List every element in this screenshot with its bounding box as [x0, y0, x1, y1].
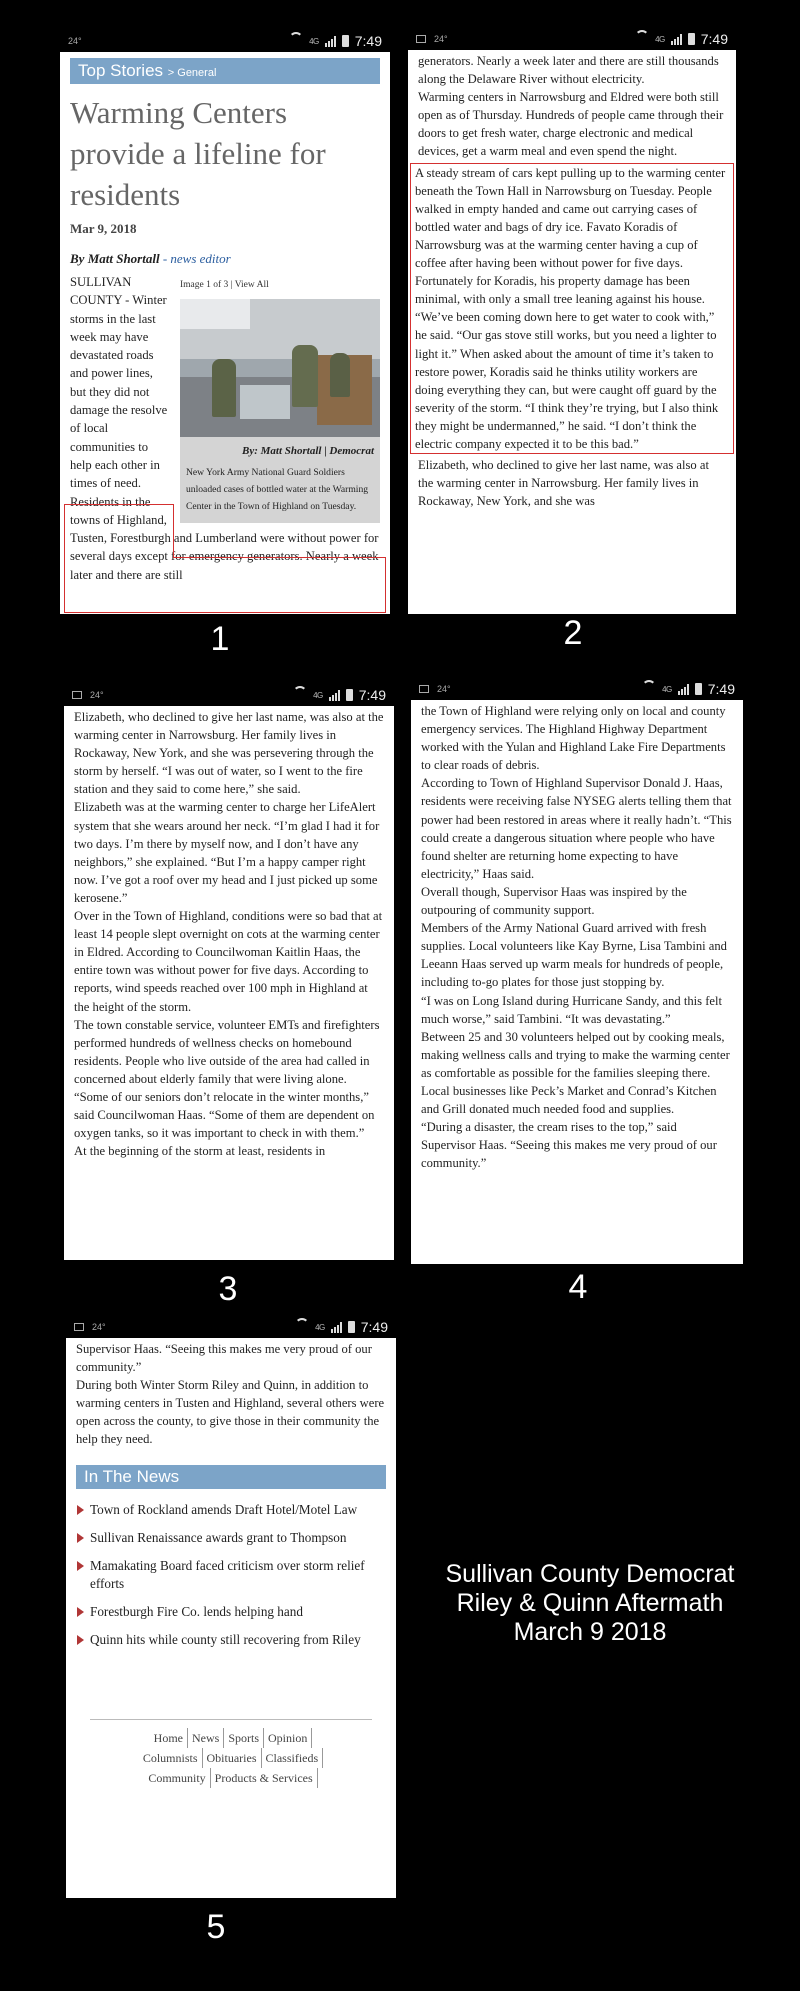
battery-icon [695, 683, 702, 695]
photo-credit: By: Matt Shortall | Democrat [242, 444, 374, 457]
footer-link-news[interactable]: News [188, 1728, 224, 1748]
section-label[interactable]: Top Stories [78, 61, 164, 80]
in-the-news-header: In The News [76, 1465, 386, 1489]
article-date: Mar 9, 2018 [70, 221, 137, 236]
signal-icon [678, 684, 689, 695]
byline-role: - news editor [159, 251, 231, 266]
network-label: 4G [313, 690, 323, 700]
subsection-label[interactable]: > General [167, 67, 217, 79]
section-bar[interactable] [70, 58, 380, 84]
footer-link-home[interactable]: Home [150, 1728, 188, 1748]
screenshot-3 [64, 684, 394, 1260]
paragraph: Members of the Army National Guard arrived with fresh supplies. Local volunteers like Kay Byrne, Lisa Tambini and Leeann Haas served up warm meals for hundreds of people, including to-go plates for those just stopping by. [421, 921, 727, 990]
paragraph: Overall though, Supervisor Haas was inspired by the outpouring of community support. [421, 884, 687, 918]
headline: Warming Centers provide a lifeline for residents [70, 95, 326, 212]
status-bar [408, 28, 736, 50]
network-label: 4G [655, 34, 665, 44]
signal-icon [325, 36, 336, 47]
news-link[interactable]: Mamakating Board faced criticism over storm relief efforts [76, 1557, 386, 1593]
paragraph: “During a disaster, the cream rises to the top,” said Supervisor Haas. “Seeing this makes me very proud of our community.” [421, 1120, 717, 1171]
screenshot-4 [411, 678, 743, 1264]
temp-indicator: 24° [434, 34, 448, 44]
paragraph: Supervisor Haas. “Seeing this makes me very proud of our community.” [76, 1342, 372, 1375]
paragraph: Between 25 and 30 volunteers helped out by cooking meals, making wellness calls and trying to make the warming center as comfortable as possible for the families sleeping there. Local businesses like Peck’s Market and Conrad’s Kitchen and Grill donated much needed food and supplies. [421, 1029, 730, 1117]
network-label: 4G [662, 684, 672, 694]
paragraph: generators. Nearly a week later and there are still thousands along the Delaware River without electricity. [418, 54, 719, 87]
status-bar [411, 678, 743, 700]
temp-indicator: 24° [437, 684, 451, 694]
clock: 7:49 [354, 33, 382, 49]
photo-caption-box [180, 437, 380, 524]
status-bar [64, 684, 394, 706]
footer-link-columnists[interactable]: Columnists [139, 1748, 203, 1768]
label-2: 2 [563, 614, 583, 652]
paragraph: Warming centers in Narrowsburg and Eldred were both still open as of Thursday. Hundreds of people came through their doors to get fresh water, charge electronic and medical devices, get a warm meal and even spend the night. [418, 90, 724, 159]
label-3: 3 [218, 1270, 238, 1308]
clock: 7:49 [360, 1319, 388, 1335]
label-5: 5 [206, 1908, 226, 1946]
news-photo[interactable] [180, 299, 380, 437]
wifi-icon [293, 690, 307, 700]
wifi-icon [635, 34, 649, 44]
image-icon [416, 35, 426, 43]
news-link[interactable]: Forestburgh Fire Co. lends helping hand [76, 1603, 386, 1621]
paragraph: At the beginning of the storm at least, residents in [74, 1144, 326, 1159]
byline [70, 251, 380, 267]
clock: 7:49 [700, 31, 728, 47]
network-label: 4G [315, 1322, 325, 1332]
label-4: 4 [568, 1268, 588, 1306]
label-1: 1 [210, 620, 230, 658]
collage-caption [410, 1560, 770, 1647]
footer-nav [76, 1728, 386, 1788]
image-icon [74, 1323, 84, 1331]
paragraph: During both Winter Storm Riley and Quinn, in addition to warming centers in Tusten and Highland, several others were open across the county, to give those in their community the help they need. [76, 1378, 385, 1447]
gallery-nav[interactable]: Image 1 of 3 | View All [180, 280, 269, 290]
footer-link-sports[interactable]: Sports [224, 1728, 264, 1748]
wifi-icon [295, 1322, 309, 1332]
wifi-icon [289, 36, 303, 46]
highlighted-passage-start: Residents in the towns of Highland, [70, 494, 167, 527]
battery-icon [348, 1321, 355, 1333]
clock: 7:49 [707, 681, 735, 697]
paragraph: Elizabeth, who declined to give her last name, was also at the warming center in Narrowsburg. Her family lives in Rockaway, New York, and she was persevering through the storm by herself. “I was out of water, so I went to the fire station and they said to come here,” she said. [74, 710, 384, 797]
news-link[interactable]: Sullivan Renaissance awards grant to Thompson [76, 1529, 386, 1547]
screenshot-1 [60, 30, 390, 614]
footer-link-obituaries[interactable]: Obituaries [203, 1748, 262, 1768]
image-icon [72, 691, 82, 699]
signal-icon [671, 34, 682, 45]
byline-author[interactable]: By Matt Shortall [70, 251, 160, 266]
image-icon [419, 685, 429, 693]
news-link[interactable]: Town of Rockland amends Draft Hotel/Motel Law [76, 1501, 386, 1519]
status-bar [60, 30, 390, 52]
signal-icon [331, 1322, 342, 1333]
caption-line-3: March 9 2018 [513, 1618, 667, 1646]
battery-icon [688, 33, 695, 45]
footer-link-classifieds[interactable]: Classifieds [262, 1748, 324, 1768]
footer-link-community[interactable]: Community [144, 1768, 210, 1788]
footer-link-opinion[interactable]: Opinion [264, 1728, 312, 1748]
paragraph: Elizabeth was at the warming center to charge her LifeAlert system that she wears around her neck. “I’m glad I had it for two days. I’m there by myself now, and I don’t have any neighbors,” she explained. “But I’m a happy camper right now. I’ve got a roof over my head and I just picked up some kerosene.” [74, 800, 380, 905]
highlighted-passage: Tusten, Forestburgh and Lumberland were without power for several days except for emergency generators. Nearly a week later and there are still [70, 531, 379, 582]
temp-indicator: 24° [68, 36, 82, 46]
news-link[interactable]: Quinn hits while county still recovering from Riley [76, 1631, 386, 1649]
highlighted-passage: A steady stream of cars kept pulling up to the warming center beneath the Town Hall in Narrowsburg on Tuesday. People walked in empty handed and came out carrying cases of bottled water and bags of dry ice. Favato Koradis of Narrowsburg was at the warming center having a cup of coffee after having been without power for five days. Fortunately for Koradis, his property damage has been minimal, with only a small tree leaning against his house. “We’ve been coming down here to get water to cook with,” he said. “Our gas stove still works, but you need a lighter to light it.” When asked about the amount of time it’s taken to restore power, Koradis said he thinks utility workers are doing everything they can, but were caught off guard by the severity of the storm. “I think they’re trying, but I also think they might be undermanned,” he said. “I don’t think the electric company expected it to be this bad.” [410, 163, 734, 455]
battery-icon [346, 689, 353, 701]
temp-indicator: 24° [92, 1322, 106, 1332]
paragraph: According to Town of Highland Supervisor Donald J. Haas, residents were receiving false NYSEG alerts telling them that power had been restored in areas where it really hadn’t. “This could create a dangerous situation where people who have found shelter are returning home expecting to have electricity,” Haas said. [421, 776, 732, 881]
footer-divider [90, 1719, 372, 1720]
paragraph: Elizabeth, who declined to give her last name, was also at the warming center in Narrowsburg. Her family lives in Rockaway, New York, and she was [418, 458, 709, 509]
paragraph: The town constable service, volunteer EMTs and firefighters performed hundreds of wellness checks on homebound residents. People who live outside of the area had called in concerned about elderly family that were living alone. [74, 1017, 380, 1086]
screenshot-5 [66, 1316, 396, 1898]
network-label: 4G [309, 36, 319, 46]
battery-icon [342, 35, 349, 47]
paragraph: the Town of Highland were relying only on local and county emergency services. The Highland Highway Department worked with the Yulan and Highland Lake Fire Departments to clear roads of debris. [421, 704, 726, 773]
photo-caption: New York Army National Guard Soldiers unloaded cases of bottled water at the Warming Center in the Town of Highland on Tuesday. [186, 467, 369, 513]
caption-line-2: Riley & Quinn Aftermath [456, 1589, 724, 1617]
screenshot-2 [408, 28, 736, 614]
highlight-box [64, 557, 386, 613]
paragraph: “I was on Long Island during Hurricane Sandy, and this felt much worse,” said Tambini. “It was devastating.” [421, 993, 723, 1026]
wifi-icon [642, 684, 656, 694]
footer-link-products[interactable]: Products & Services [211, 1768, 318, 1788]
paragraph: Over in the Town of Highland, conditions were so bad that at least 14 people slept overnight on cots at the warming center in Eldred. According to Councilwoman Kaitlin Haas, the entire town was without power for five days. According to reports, wind speeds reached over 100 mph in Highland at the height of the storm. [74, 909, 383, 1014]
photo-gallery[interactable] [180, 277, 380, 523]
signal-icon [329, 690, 340, 701]
caption-line-1: Sullivan County Democrat [445, 1560, 735, 1588]
highlight-box [64, 504, 174, 557]
article-lead: SULLIVAN COUNTY - Winter storms in the last week may have devastated roads and power lines, but they did not damage the resolve of local communities to help each other in times of need. [70, 275, 168, 491]
news-list [76, 1501, 386, 1649]
temp-indicator: 24° [90, 690, 104, 700]
status-bar [66, 1316, 396, 1338]
clock: 7:49 [358, 687, 386, 703]
paragraph: “Some of our seniors don’t relocate in the winter months,” said Councilwoman Haas. “Some of them are dependent on oxygen tanks, so it was important to check in with them.” [74, 1089, 375, 1141]
